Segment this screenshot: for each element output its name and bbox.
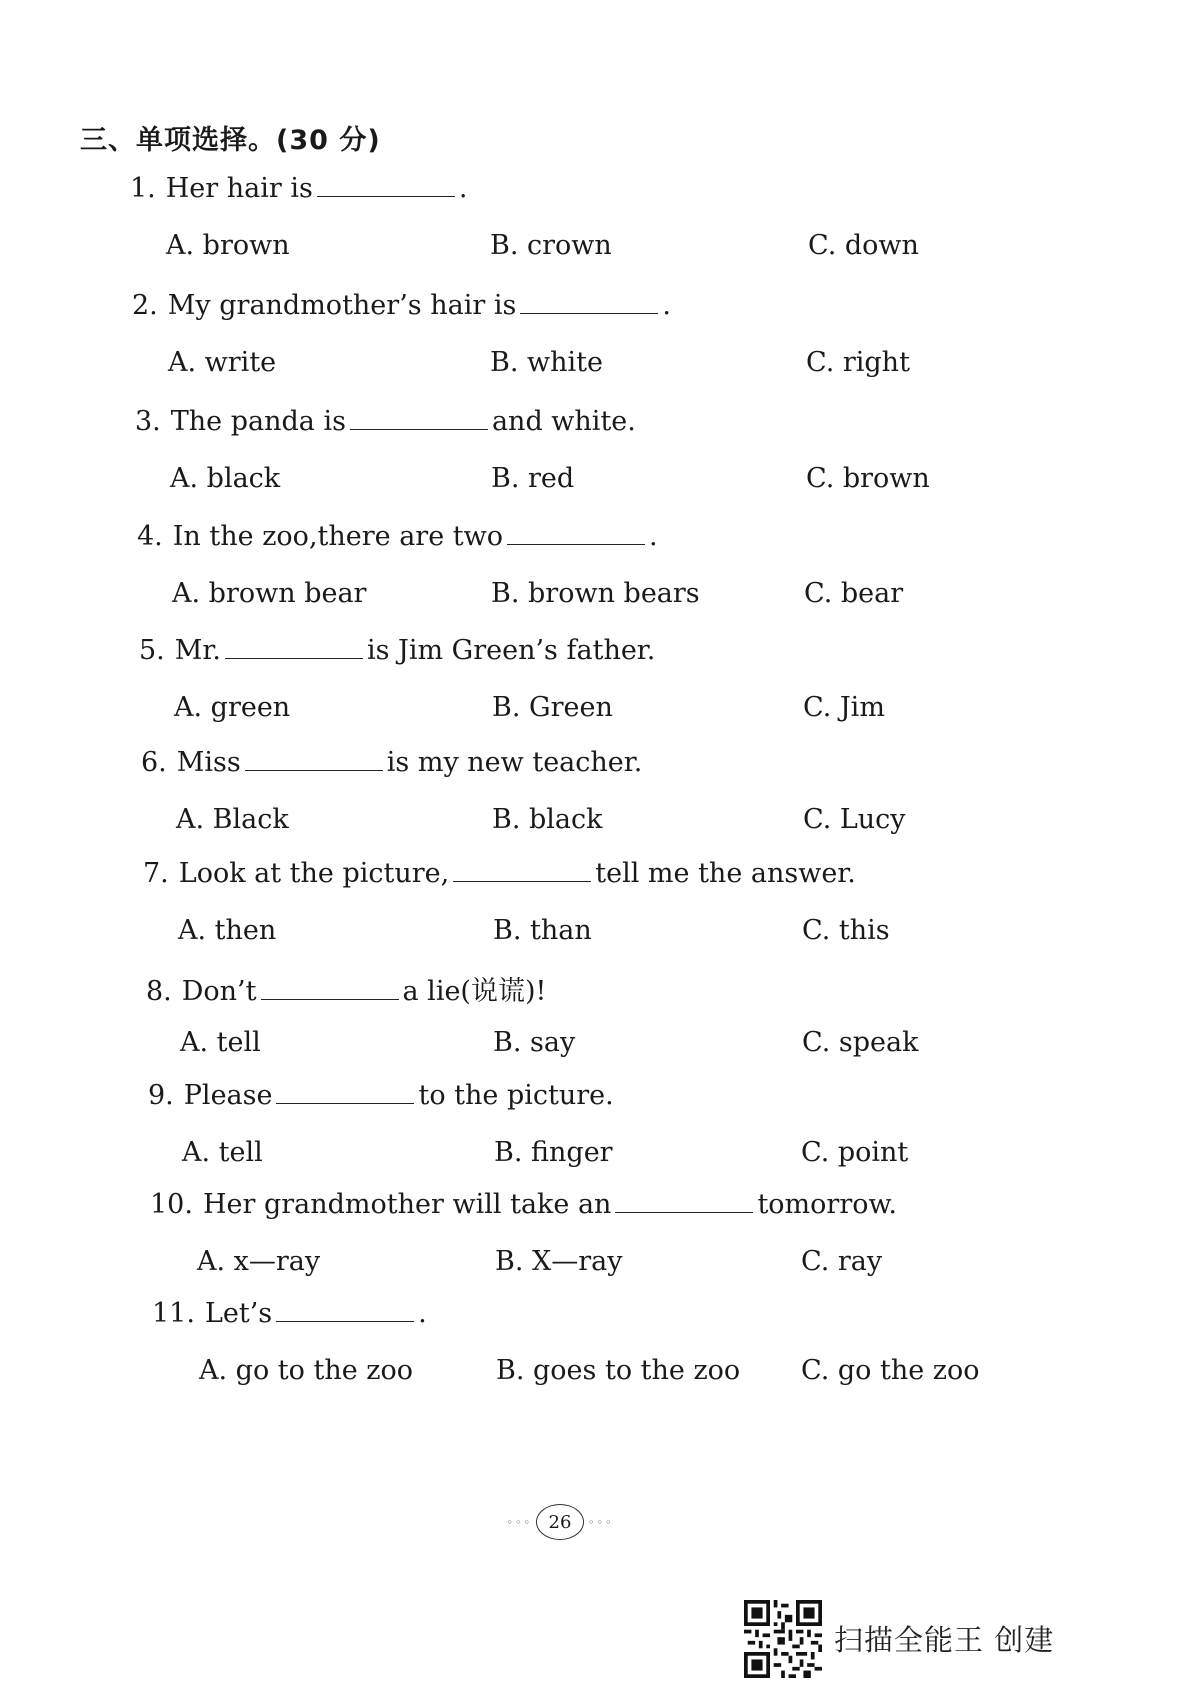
question-text-after: tell me the answer. <box>595 858 856 889</box>
option-a[interactable]: A. Black <box>176 804 289 835</box>
question-text-before: Let’s <box>204 1298 273 1329</box>
question-item <box>0 746 1190 866</box>
option-b[interactable]: B. black <box>492 804 603 835</box>
question-stem <box>141 746 642 778</box>
answer-blank[interactable] <box>261 975 399 1000</box>
question-stem <box>152 1297 427 1329</box>
question-number: 7. <box>143 858 169 889</box>
question-number: 10. <box>150 1189 193 1220</box>
question-text-after: . <box>458 173 468 204</box>
question-stem <box>132 289 671 321</box>
option-c[interactable]: C. ray <box>801 1246 883 1277</box>
question-text-after: . <box>418 1298 427 1329</box>
question-text-before: Her grandmother will take an <box>202 1189 612 1220</box>
question-number: 2. <box>132 290 158 321</box>
question-text-before: My grandmother’s hair is <box>167 290 517 321</box>
question-stem <box>150 1188 897 1220</box>
footer-decoration-left: ◦◦◦ <box>506 1515 532 1529</box>
option-c[interactable]: C. bear <box>804 578 904 609</box>
question-text-after: . <box>649 521 658 552</box>
answer-blank[interactable] <box>317 172 455 197</box>
option-c[interactable]: C. speak <box>802 1027 919 1058</box>
answer-blank[interactable] <box>520 289 658 314</box>
option-c[interactable]: C. brown <box>806 463 930 494</box>
question-item <box>0 857 1190 977</box>
question-text-before: Don’t <box>181 976 257 1007</box>
option-a[interactable]: A. tell <box>182 1137 263 1168</box>
section-title: 三、单项选择。(30 分) <box>80 125 381 156</box>
question-item <box>0 289 1190 409</box>
question-text-after: . <box>662 290 671 321</box>
option-a[interactable]: A. write <box>168 347 277 378</box>
answer-blank[interactable] <box>276 1079 414 1104</box>
question-text-after: a lie(说谎)! <box>402 976 547 1007</box>
answer-blank[interactable] <box>453 857 591 882</box>
answer-blank[interactable] <box>507 520 645 545</box>
option-b[interactable]: B. say <box>493 1027 576 1058</box>
question-text-before: Her hair is <box>165 173 313 204</box>
footer-decoration-right: ◦◦◦ <box>588 1515 614 1529</box>
answer-blank[interactable] <box>276 1297 414 1322</box>
option-a[interactable]: A. green <box>174 692 291 723</box>
question-text-after: to the picture. <box>418 1080 614 1111</box>
option-a[interactable]: A. brown bear <box>172 578 367 609</box>
question-item <box>0 634 1190 754</box>
option-c[interactable]: C. Jim <box>803 692 885 723</box>
question-item <box>0 1297 1190 1417</box>
question-number: 1. <box>130 173 156 204</box>
question-number: 11. <box>152 1298 195 1329</box>
option-c[interactable]: C. go the zoo <box>801 1355 980 1386</box>
question-stem <box>135 405 636 437</box>
option-c[interactable]: C. this <box>802 915 890 946</box>
question-stem <box>137 520 658 552</box>
option-a[interactable]: A. go to the zoo <box>199 1355 414 1386</box>
question-stem <box>130 172 467 204</box>
question-number: 3. <box>135 406 161 437</box>
answer-blank[interactable] <box>225 634 363 659</box>
option-c[interactable]: C. down <box>808 230 919 261</box>
question-text-before: Look at the picture, <box>178 858 450 889</box>
option-b[interactable]: B. crown <box>490 230 612 261</box>
question-text-before: Miss <box>176 747 241 778</box>
question-item <box>0 172 1190 292</box>
option-a[interactable]: A. then <box>178 915 277 946</box>
option-a[interactable]: A. black <box>170 463 281 494</box>
option-a[interactable]: A. brown <box>166 230 290 261</box>
option-a[interactable]: A. x—ray <box>197 1246 321 1277</box>
question-number: 9. <box>148 1080 174 1111</box>
question-item <box>0 520 1190 640</box>
question-item <box>0 405 1190 525</box>
question-stem <box>143 857 856 889</box>
question-stem <box>148 1079 614 1111</box>
option-b[interactable]: B. brown bears <box>491 578 700 609</box>
option-c[interactable]: C. Lucy <box>803 804 906 835</box>
answer-blank[interactable] <box>350 405 488 430</box>
option-c[interactable]: C. right <box>806 347 910 378</box>
question-text-before: In the zoo,there are two <box>172 521 503 552</box>
option-b[interactable]: B. than <box>493 915 592 946</box>
page-number: 26 <box>536 1504 584 1540</box>
page-number-badge <box>490 1500 630 1544</box>
scanner-watermark: 扫描全能王 创建 <box>834 1623 1055 1657</box>
question-stem <box>139 634 655 666</box>
option-b[interactable]: B. white <box>490 347 603 378</box>
option-b[interactable]: B. finger <box>494 1137 613 1168</box>
option-c[interactable]: C. point <box>801 1137 909 1168</box>
question-text-before: Mr. <box>174 635 221 666</box>
qr-code-icon <box>744 1600 822 1678</box>
question-item <box>0 1188 1190 1308</box>
option-b[interactable]: B. red <box>491 463 575 494</box>
question-text-after: tomorrow. <box>757 1189 897 1220</box>
option-b[interactable]: B. X—ray <box>495 1246 623 1277</box>
answer-blank[interactable] <box>245 746 383 771</box>
question-text-after: is my new teacher. <box>386 747 643 778</box>
option-a[interactable]: A. tell <box>180 1027 261 1058</box>
question-text-after: is Jim Green’s father. <box>366 635 656 666</box>
question-item <box>0 969 1190 1089</box>
question-text-before: The panda is <box>170 406 346 437</box>
question-item <box>0 1079 1190 1199</box>
question-number: 5. <box>139 635 165 666</box>
answer-blank[interactable] <box>615 1188 753 1213</box>
question-number: 8. <box>146 976 172 1007</box>
question-text-before: Please <box>183 1080 273 1111</box>
option-b[interactable]: B. goes to the zoo <box>496 1355 741 1386</box>
question-number: 6. <box>141 747 167 778</box>
question-stem <box>146 969 546 1008</box>
option-b[interactable]: B. Green <box>492 692 613 723</box>
question-text-after: and white. <box>491 406 636 437</box>
question-number: 4. <box>137 521 163 552</box>
